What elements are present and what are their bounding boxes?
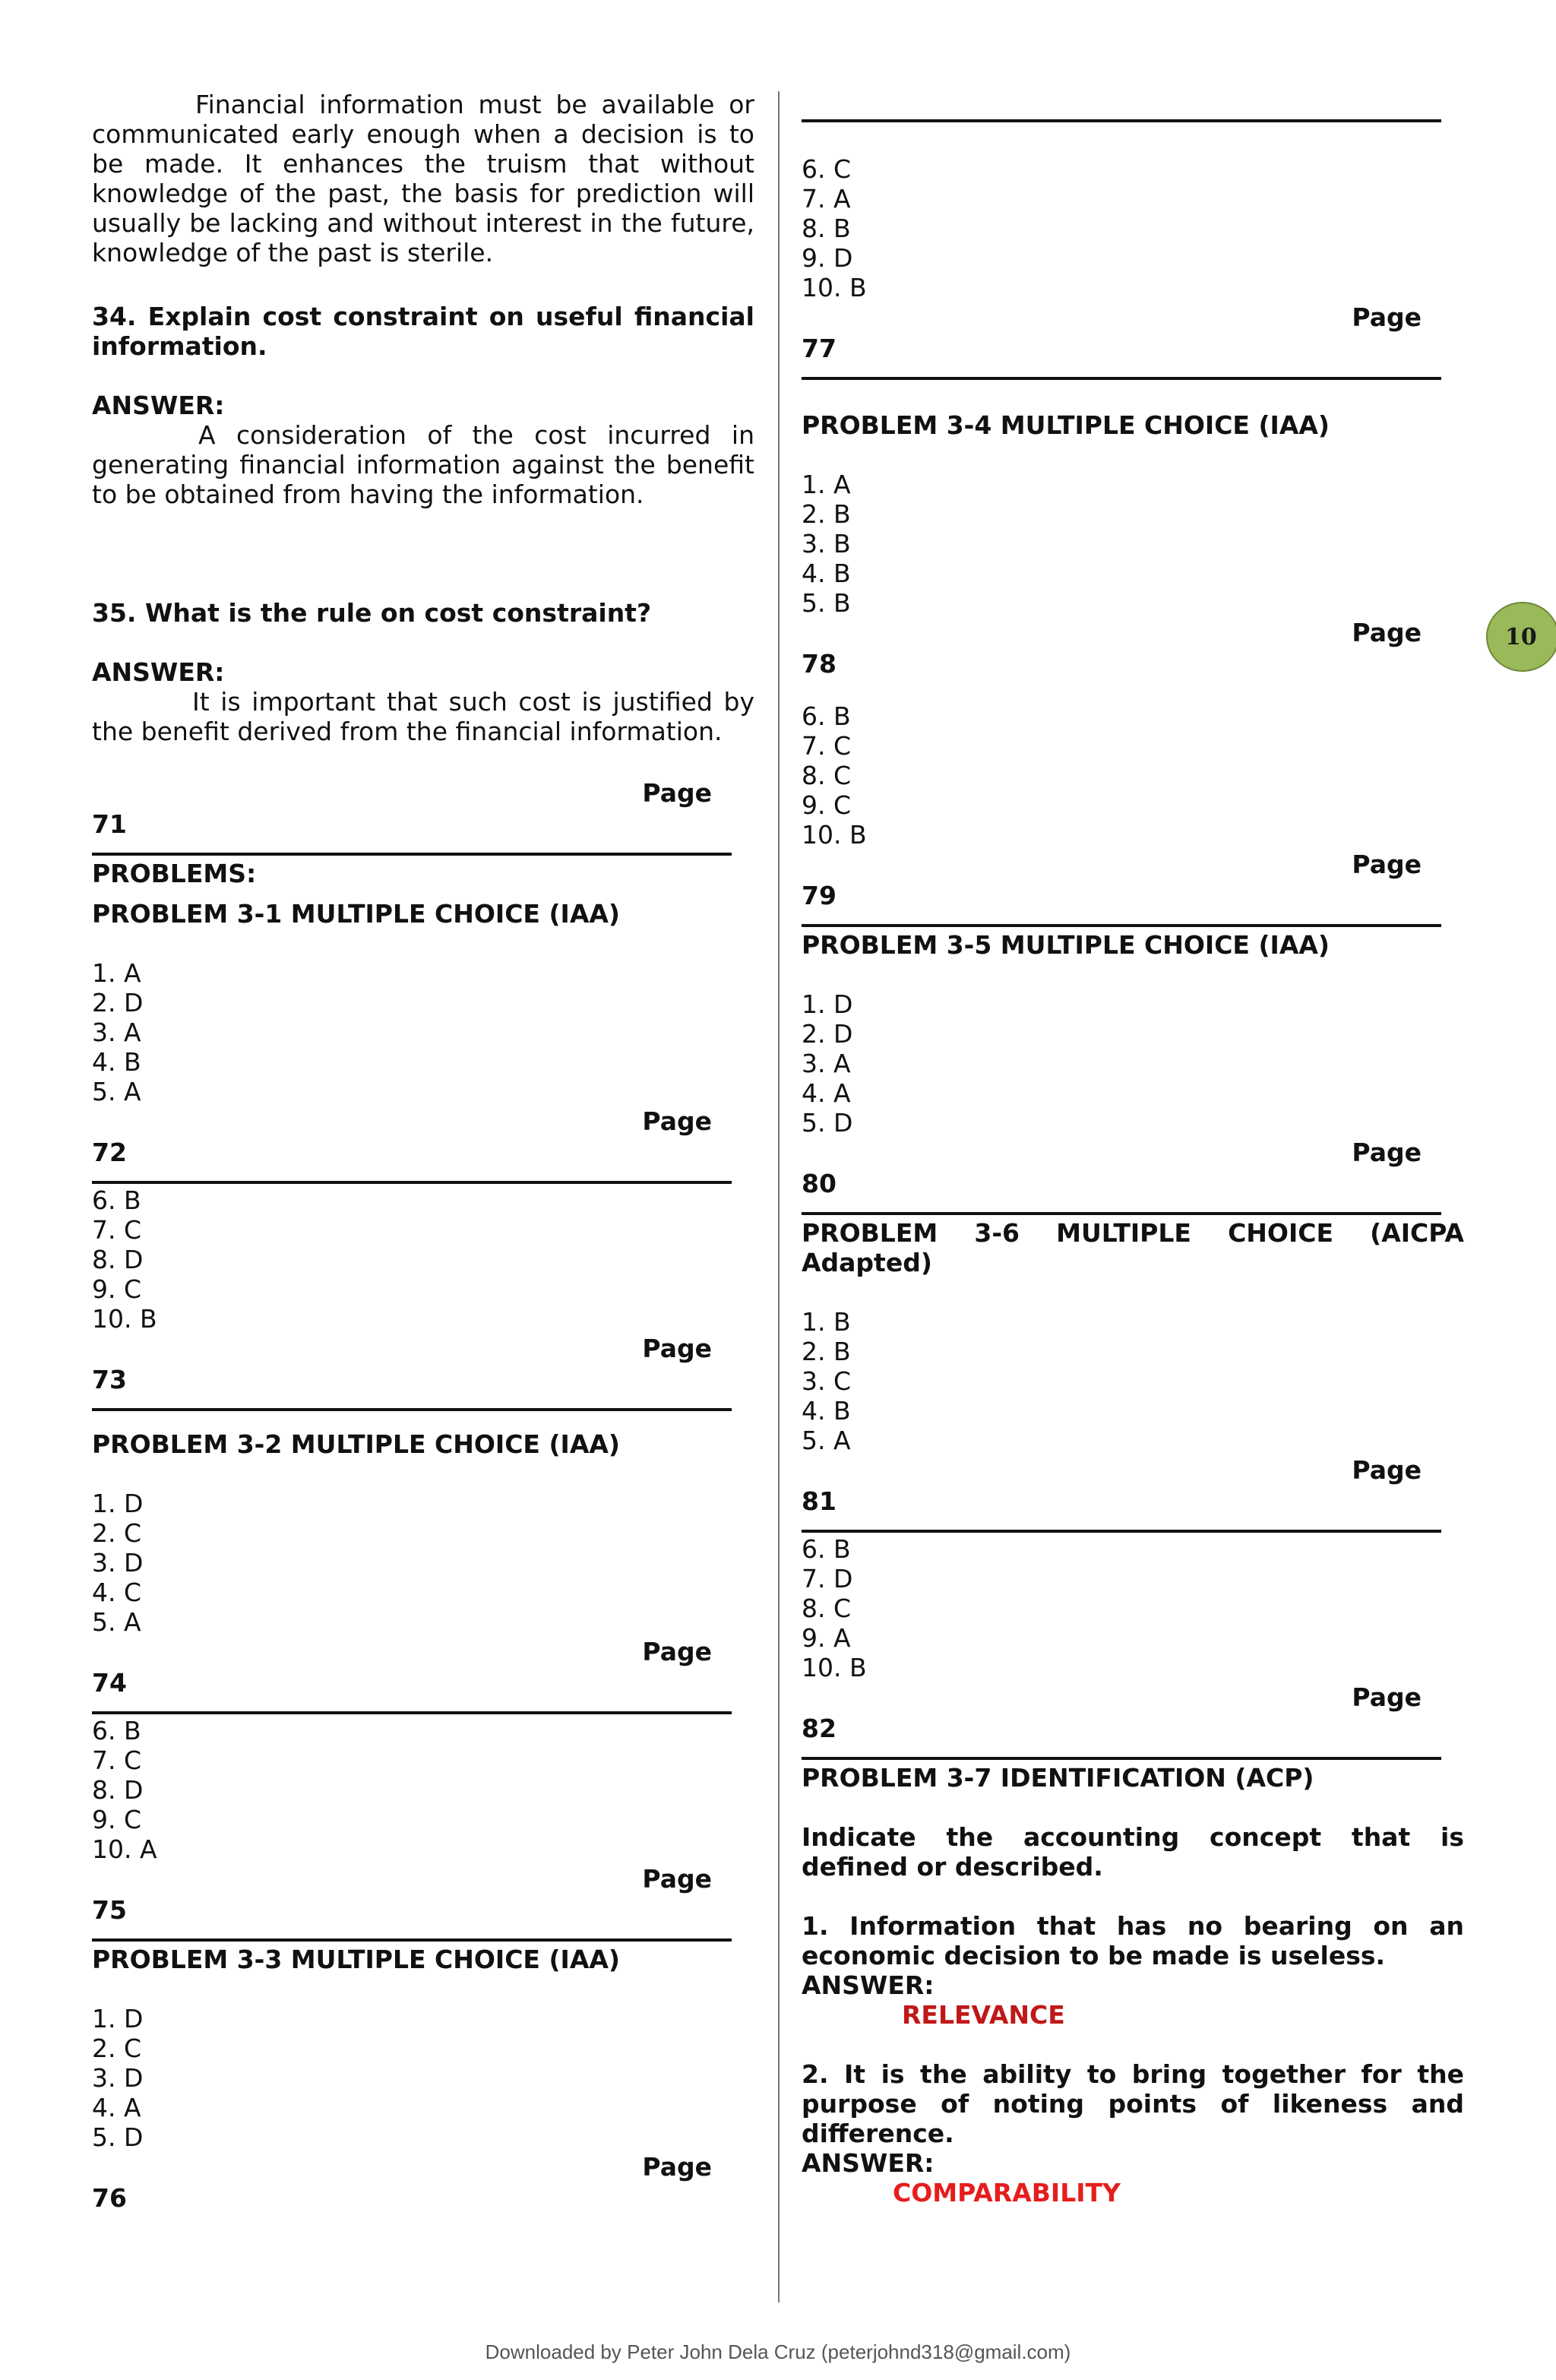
- list-item: 10. B: [802, 820, 867, 850]
- list-item: 7. C: [92, 1215, 142, 1245]
- list-item: 1. D: [92, 1489, 144, 1518]
- page-label: Page: [642, 2152, 712, 2182]
- problem-3-1-answers-a: [92, 958, 754, 1106]
- problem-3-1-title: PROBLEM 3-1 MULTIPLE CHOICE (IAA): [92, 899, 620, 929]
- page-number: 82: [802, 1714, 837, 1743]
- section-rule: [92, 1181, 732, 1184]
- problem-3-7-title: PROBLEM 3-7 IDENTIFICATION (ACP): [802, 1763, 1314, 1793]
- problem-3-3-title: PROBLEM 3-3 MULTIPLE CHOICE (IAA): [92, 1945, 620, 1974]
- page-number: 73: [92, 1365, 127, 1394]
- right-column: [802, 119, 1464, 2208]
- list-item: 7. D: [802, 1564, 853, 1594]
- list-item: 9. C: [92, 1805, 142, 1834]
- list-item: 8. C: [802, 1594, 852, 1623]
- list-item: 10. B: [802, 273, 867, 302]
- list-item: 1. D: [92, 2004, 144, 2033]
- list-item: 4. B: [802, 1396, 851, 1426]
- list-item: 4. B: [802, 559, 851, 588]
- list-item: 9. C: [92, 1274, 142, 1304]
- answer-comparability: COMPARABILITY: [893, 2178, 1121, 2208]
- problem-3-1-answers-b: [92, 1185, 754, 1334]
- answer-34: A consideration of the cost incurred in generating financial information against the benefit to be obtained from having the information.: [92, 420, 754, 509]
- list-item: 9. C: [802, 790, 852, 820]
- list-item: 9. A: [802, 1623, 851, 1653]
- answer-relevance: RELEVANCE: [902, 2000, 1065, 2030]
- list-item: 1. D: [802, 989, 853, 1019]
- answer-label: ANSWER:: [802, 2148, 935, 2178]
- list-item: 8. D: [92, 1775, 144, 1805]
- list-item: 3. D: [92, 1548, 144, 1578]
- list-item: 5. A: [802, 1426, 851, 1455]
- problem-3-5-answers-a: [802, 989, 1464, 1138]
- page-label: Page: [642, 1864, 712, 1894]
- list-item: 6. B: [92, 1716, 141, 1745]
- section-rule: [802, 377, 1441, 380]
- column-divider: [778, 91, 780, 2302]
- section-rule: [92, 1711, 732, 1714]
- list-item: 3. A: [802, 1049, 851, 1078]
- page-label: Page: [642, 1637, 712, 1666]
- problem-3-4-answers-a: [802, 470, 1464, 618]
- page-number: 75: [92, 1895, 127, 1925]
- answer-label: ANSWER:: [802, 1970, 935, 2000]
- problem-3-3-answers-a: [92, 2004, 754, 2152]
- list-item: 5. B: [802, 588, 851, 618]
- list-item: 5. A: [92, 1607, 141, 1637]
- intro-paragraph: Financial information must be available or communicated early enough when a decision is to be made. It enhances the truism that without knowledge of the past, the basis for prediction will usually be lacking and without interest in the future, knowledge of the past is sterile.: [92, 90, 754, 267]
- download-footer: Downloaded by Peter John Dela Cruz (peterjohnd318@gmail.com): [485, 2340, 1071, 2363]
- list-item: 1. B: [802, 1307, 851, 1337]
- page-label: Page: [642, 778, 712, 808]
- list-item: 8. B: [802, 214, 851, 243]
- list-item: 7. A: [802, 184, 851, 214]
- page-label: Page: [1352, 1138, 1422, 1167]
- page-label: Page: [1352, 302, 1422, 332]
- page-number: 80: [802, 1169, 837, 1198]
- problems-heading: PROBLEMS:: [92, 859, 257, 888]
- list-item: 8. D: [92, 1245, 144, 1274]
- list-item: 6. B: [92, 1185, 141, 1215]
- list-item: 8. C: [802, 761, 852, 790]
- problem-3-7-instruction: Indicate the accounting concept that is defined or described.: [802, 1822, 1464, 1882]
- identification-question-1: 1. Information that has no bearing on an economic decision to be made is useless.: [802, 1911, 1464, 1970]
- section-rule: [92, 853, 732, 856]
- left-column: [92, 90, 754, 2213]
- answer-label: ANSWER:: [92, 657, 225, 687]
- list-item: 2. C: [92, 2033, 142, 2063]
- list-item: 10. B: [92, 1304, 157, 1334]
- problem-3-5-title: PROBLEM 3-5 MULTIPLE CHOICE (IAA): [802, 930, 1330, 960]
- section-rule: [92, 1408, 732, 1411]
- page-number: 81: [802, 1486, 837, 1516]
- section-rule: [802, 924, 1441, 927]
- list-item: 4. B: [92, 1047, 141, 1077]
- list-item: 10. B: [802, 1653, 867, 1682]
- page-label: Page: [1352, 850, 1422, 879]
- list-item: 1. A: [802, 470, 851, 499]
- question-34: 34. Explain cost constraint on useful financial information.: [92, 302, 754, 361]
- list-item: 7. C: [802, 731, 852, 761]
- problem-3-4-title: PROBLEM 3-4 MULTIPLE CHOICE (IAA): [802, 410, 1330, 440]
- problem-3-3-answers-b: [802, 154, 1464, 302]
- page-number: 77: [802, 334, 837, 363]
- list-item: 5. D: [802, 1108, 853, 1138]
- list-item: 3. D: [92, 2063, 144, 2093]
- list-item: 7. C: [92, 1745, 142, 1775]
- problem-3-6-title-line2: Adapted): [802, 1248, 932, 1277]
- list-item: 4. C: [92, 1578, 142, 1607]
- page-label: Page: [642, 1334, 712, 1363]
- page-number: 72: [92, 1138, 127, 1167]
- list-item: 4. A: [92, 2093, 141, 2122]
- problem-3-2-title: PROBLEM 3-2 MULTIPLE CHOICE (IAA): [92, 1429, 620, 1459]
- section-rule: [92, 1938, 732, 1942]
- list-item: 2. C: [92, 1518, 142, 1548]
- list-item: 5. A: [92, 1077, 141, 1106]
- list-item: 3. C: [802, 1366, 852, 1396]
- problem-3-4-answers-b: [802, 701, 1464, 850]
- problem-3-2-answers-a: [92, 1489, 754, 1637]
- list-item: 2. B: [802, 499, 851, 529]
- list-item: 3. B: [802, 529, 851, 559]
- question-35: 35. What is the rule on cost constraint?: [92, 598, 652, 628]
- problem-3-2-answers-b: [92, 1716, 754, 1864]
- page-number: 74: [92, 1668, 127, 1698]
- list-item: 9. D: [802, 243, 853, 273]
- page-label: Page: [642, 1106, 712, 1136]
- page-label: Page: [1352, 1455, 1422, 1485]
- answer-35: It is important that such cost is justified by the benefit derived from the financial information.: [92, 687, 754, 746]
- problem-3-6-answers-b: [802, 1534, 1464, 1682]
- list-item: 3. A: [92, 1018, 141, 1047]
- list-item: 5. D: [92, 2122, 144, 2152]
- list-item: 6. C: [802, 154, 852, 184]
- page-number: 71: [92, 809, 127, 839]
- list-item: 2. B: [802, 1337, 851, 1366]
- page-label: Page: [1352, 618, 1422, 647]
- page-number: 76: [92, 2183, 127, 2213]
- page-label: Page: [1352, 1682, 1422, 1712]
- list-item: 2. D: [92, 988, 144, 1018]
- list-item: 1. A: [92, 958, 141, 988]
- list-item: 6. B: [802, 701, 851, 731]
- list-item: 10. A: [92, 1834, 157, 1864]
- section-rule: [802, 1757, 1441, 1760]
- list-item: 2. D: [802, 1019, 853, 1049]
- list-item: 4. A: [802, 1078, 851, 1108]
- section-rule: [802, 1212, 1441, 1215]
- page-number: 79: [802, 881, 837, 910]
- problem-3-6-answers-a: [802, 1307, 1464, 1455]
- list-item: 6. B: [802, 1534, 851, 1564]
- page-number: 78: [802, 649, 837, 679]
- page-badge: 10: [1486, 602, 1556, 672]
- section-rule: [802, 1530, 1441, 1533]
- answer-label: ANSWER:: [92, 391, 225, 420]
- problem-3-6-title: PROBLEM 3-6 MULTIPLE CHOICE (AICPA: [802, 1218, 1464, 1248]
- identification-question-2: 2. It is the ability to bring together for the purpose of noting points of likeness and difference.: [802, 2059, 1464, 2148]
